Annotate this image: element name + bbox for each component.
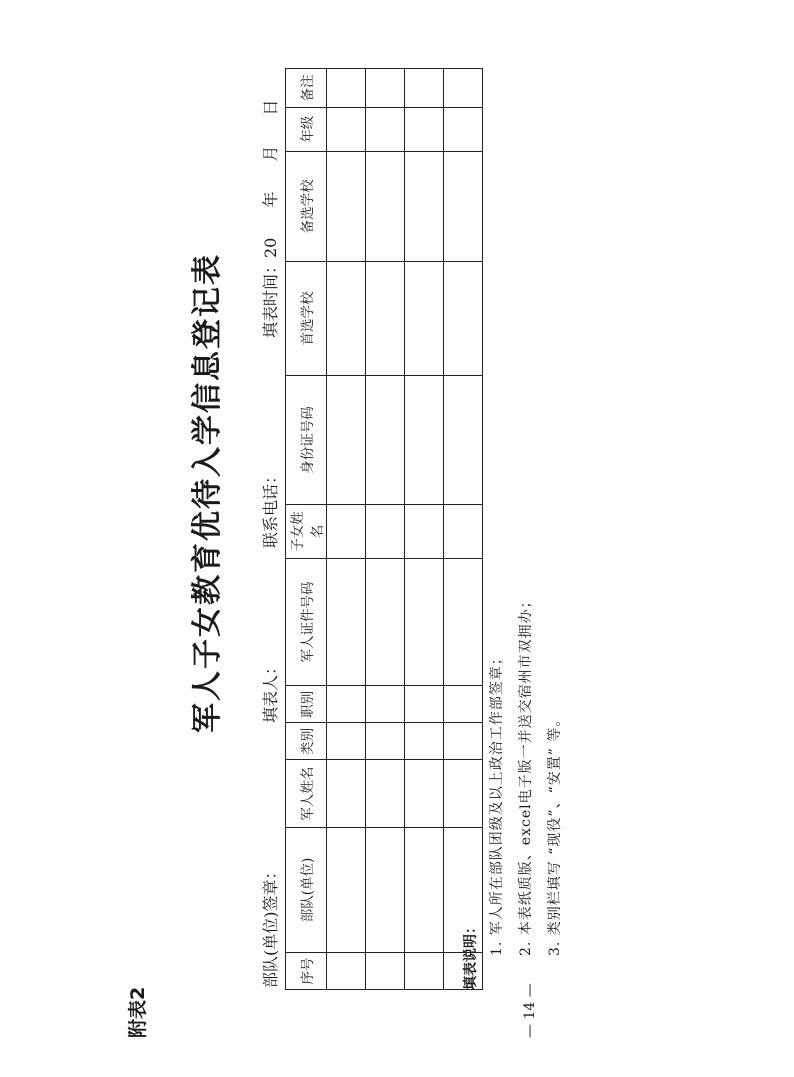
header-cell: 部队(单位) [286, 827, 327, 952]
instruction-item: 2. 本表纸质版、excel电子版一并送交宿州市双拥办； [518, 593, 534, 956]
header-cell: 军人证件号码 [286, 558, 327, 686]
header-cell: 类别 [286, 723, 327, 760]
instructions [460, 593, 573, 990]
table-cell [327, 262, 366, 375]
table-cell [444, 107, 483, 151]
table-cell [444, 69, 483, 108]
table-cell [405, 558, 444, 686]
page-number: — 14 — [522, 983, 538, 1038]
table-cell [327, 953, 366, 990]
table-cell [327, 151, 366, 262]
table-cell [366, 558, 405, 686]
table-cell [327, 69, 366, 108]
table-cell [366, 69, 405, 108]
instructions-title: 填表说明： [463, 920, 479, 990]
table-cell [327, 375, 366, 505]
header-cell: 职别 [286, 686, 327, 723]
table-cell [327, 827, 366, 952]
table-cell [444, 375, 483, 505]
table-cell [405, 505, 444, 558]
unit-stamp-field: 部队(单位)签章： [261, 863, 280, 988]
table-cell [327, 686, 366, 723]
table-cell [327, 505, 366, 558]
table-cell [327, 760, 366, 828]
header-cell: 身份证号码 [286, 375, 327, 505]
table-cell [366, 262, 405, 375]
table-cell [405, 723, 444, 760]
instruction-item: 1. 军人所在部队团级及以上政治工作部签章； [489, 650, 505, 956]
day-label: 日 [261, 99, 280, 116]
filler-field: 填表人： [261, 658, 280, 723]
table-cell [366, 827, 405, 952]
header-cell: 军人姓名 [286, 760, 327, 828]
table-cell [366, 686, 405, 723]
table-row [366, 69, 405, 990]
table-row [405, 69, 444, 990]
table-header-row [286, 69, 327, 990]
table-cell [366, 505, 405, 558]
table-cell [405, 69, 444, 108]
table-cell [405, 686, 444, 723]
table-cell [366, 723, 405, 760]
header-cell: 年级 [286, 107, 327, 151]
table-cell [405, 262, 444, 375]
table-cell [405, 760, 444, 828]
year-label: 年 [261, 191, 280, 208]
phone-field: 联系电话： [261, 467, 280, 548]
form-title: 军人子女教育优待入学信息登记表 [190, 253, 225, 733]
table-cell [405, 827, 444, 952]
registration-table [285, 68, 483, 990]
table-cell [366, 375, 405, 505]
table-cell [405, 375, 444, 505]
month-label: 月 [261, 145, 280, 162]
table-cell [405, 953, 444, 990]
header-cell: 备注 [286, 69, 327, 108]
table-cell [366, 760, 405, 828]
table-cell [405, 151, 444, 262]
instruction-item: 3. 类别栏填写 “现役”、“安置” 等。 [547, 711, 563, 956]
table-row [327, 69, 366, 990]
table-cell [444, 262, 483, 375]
table-cell [405, 107, 444, 151]
attachment-label: 附表2 [127, 986, 149, 1038]
table-cell [327, 558, 366, 686]
fill-time-label: 填表时间：20 [261, 237, 280, 338]
rotated-content [120, 68, 563, 1038]
table-cell [444, 505, 483, 558]
table-cell [444, 151, 483, 262]
table-cell [327, 723, 366, 760]
header-cell: 首选学校 [286, 262, 327, 375]
table-cell [366, 151, 405, 262]
header-cell: 序号 [286, 953, 327, 990]
table-cell [366, 107, 405, 151]
table-cell [327, 107, 366, 151]
fill-time-field [258, 100, 281, 338]
table-cell [366, 953, 405, 990]
header-cell: 子女姓名 [286, 505, 327, 558]
header-cell: 备选学校 [286, 151, 327, 262]
